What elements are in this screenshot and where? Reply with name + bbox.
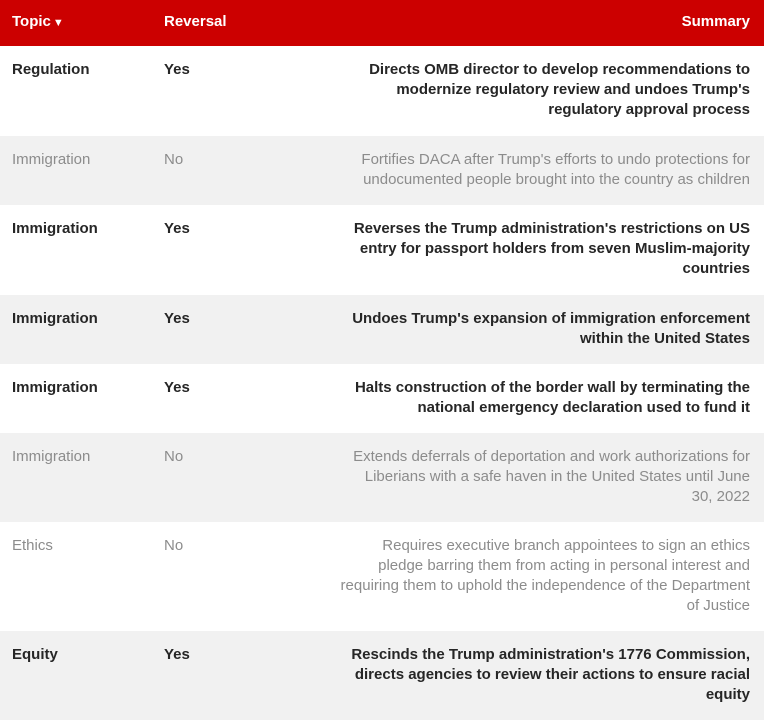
table-row bbox=[0, 46, 764, 136]
summary-column-header[interactable]: Summary bbox=[681, 13, 750, 30]
table-row bbox=[0, 522, 764, 631]
topic-cell: Immigration bbox=[12, 448, 91, 465]
table-header bbox=[0, 0, 764, 46]
topic-cell: Equity bbox=[12, 646, 58, 663]
summary-text: Directs OMB director to develop recommendations to modernize regulatory review and undoes Trump's regulatory approval process bbox=[369, 61, 750, 118]
summary-text: Undoes Trump's expansion of immigration enforcement within the United States bbox=[352, 310, 750, 347]
summary-cell bbox=[340, 309, 764, 364]
reversal-cell: No bbox=[164, 448, 184, 465]
topic-column-header[interactable] bbox=[0, 0, 164, 30]
reversal-cell: No bbox=[164, 151, 184, 168]
topic-cell: Immigration bbox=[12, 220, 98, 237]
reversal-cell: No bbox=[164, 537, 184, 554]
table-row bbox=[0, 295, 764, 364]
summary-cell bbox=[340, 60, 764, 136]
summary-cell bbox=[340, 219, 764, 295]
table-row bbox=[0, 433, 764, 522]
topic-cell: Regulation bbox=[12, 61, 90, 78]
sort-down-icon[interactable]: ▼ bbox=[52, 17, 64, 29]
reversal-cell: Yes bbox=[164, 220, 190, 237]
summary-text: Fortifies DACA after Trump's efforts to undo protections for undocumented people brought into the country as children bbox=[361, 151, 750, 188]
topic-cell: Immigration bbox=[12, 379, 98, 396]
summary-text: Reverses the Trump administration's restrictions on US entry for passport holders from seven Muslim-majority countries bbox=[353, 220, 750, 277]
summary-text: Rescinds the Trump administration's 1776 Commission, directs agencies to review their actions to ensure racial equity bbox=[351, 646, 750, 703]
table-row bbox=[0, 205, 764, 295]
topic-cell: Immigration bbox=[12, 151, 91, 168]
topic-header-label: Topic bbox=[12, 13, 51, 30]
summary-text: Extends deferrals of deportation and work authorizations for Liberians with a safe haven in the United States until June 30, 2022 bbox=[353, 448, 750, 505]
table-row bbox=[0, 136, 764, 205]
reversal-cell: Yes bbox=[164, 310, 190, 327]
summary-text: Halts construction of the border wall by terminating the national emergency declaration used to fund it bbox=[354, 379, 750, 416]
reversal-cell: Yes bbox=[164, 61, 190, 78]
summary-cell bbox=[340, 645, 764, 720]
summary-cell bbox=[340, 447, 764, 522]
table-row bbox=[0, 631, 764, 720]
table-row bbox=[0, 364, 764, 433]
reversal-cell: Yes bbox=[164, 646, 190, 663]
summary-cell bbox=[340, 536, 764, 631]
reversal-column-header[interactable]: Reversal bbox=[164, 13, 227, 30]
summary-cell bbox=[340, 378, 764, 433]
reversal-cell: Yes bbox=[164, 379, 190, 396]
summary-cell bbox=[340, 150, 764, 205]
topic-cell: Immigration bbox=[12, 310, 98, 327]
topic-cell: Ethics bbox=[12, 537, 53, 554]
summary-text: Requires executive branch appointees to sign an ethics pledge barring them from acting in personal interest and requiring them to uphold the independence of the Department of Justice bbox=[340, 537, 750, 614]
